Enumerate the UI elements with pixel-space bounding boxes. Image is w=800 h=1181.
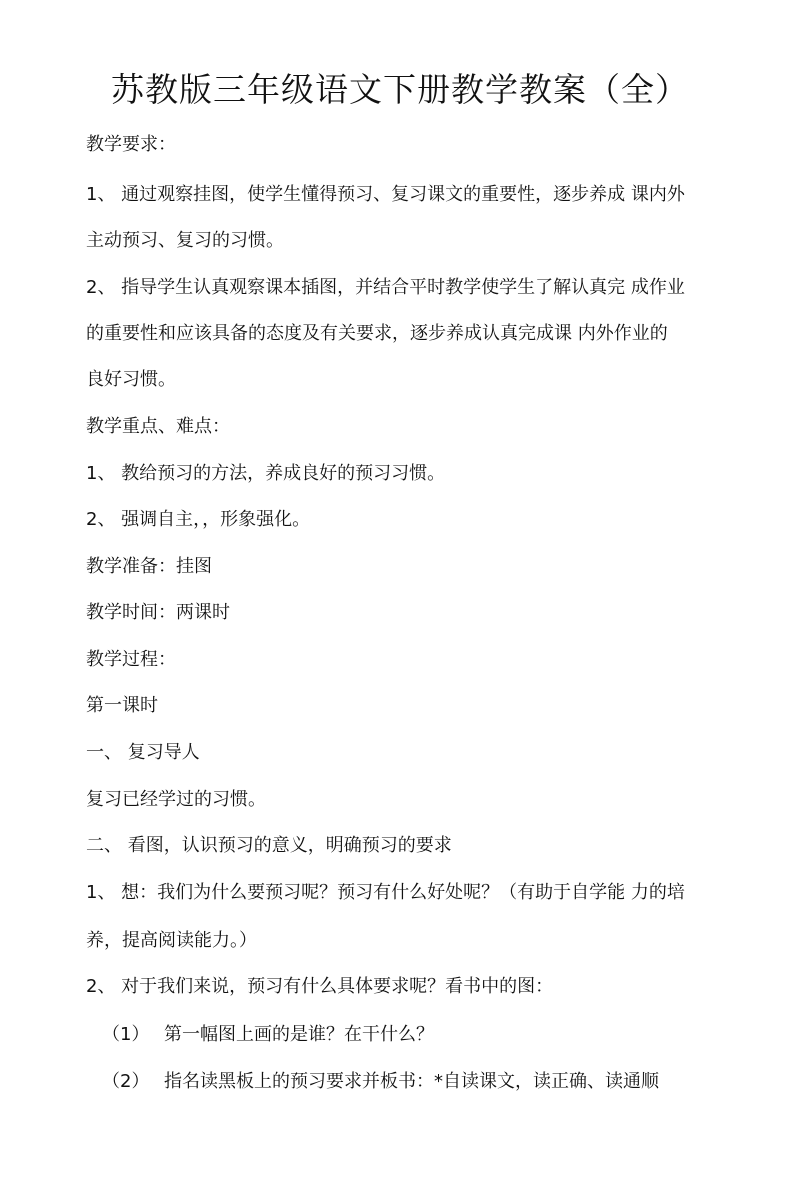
section-heading-process: 教学过程：	[86, 649, 176, 670]
paragraph-line: 1、 想：我们为什么要预习呢？预习有什么好处呢？（有助于自学能 力的培	[86, 882, 685, 903]
section-heading-requirements: 教学要求：	[86, 134, 176, 155]
list-item-number: （2）	[102, 1071, 150, 1092]
paragraph-line: 1、 教给预习的方法，养成良好的预习习惯。	[86, 463, 446, 484]
paragraph-line: 的重要性和应该具备的态度及有关要求，逐步养成认真完成课 内外作业的	[86, 323, 668, 344]
paragraph-line: 养，提高阅读能力。）	[86, 930, 257, 951]
list-item	[102, 1021, 434, 1049]
lesson-heading: 第一课时	[86, 695, 158, 716]
paragraph-line: 主动预习、复习的习惯。	[86, 230, 284, 251]
paragraph-line: 良好习惯。	[86, 369, 176, 390]
paragraph-line: 1、 通过观察挂图，使学生懂得预习、复习课文的重要性，逐步养成 课内外	[86, 184, 685, 205]
paragraph-line: 2、 对于我们来说，预习有什么具体要求呢？看书中的图：	[86, 976, 554, 997]
document-title: 苏教版三年级语文下册教学教案（全）	[111, 70, 689, 109]
paragraph-line: 2、 强调自主，，形象强化。	[86, 509, 311, 530]
list-item	[102, 1068, 659, 1096]
paragraph-line: 2、 指导学生认真观察课本插图，并结合平时教学使学生了解认真完 成作业	[86, 277, 685, 298]
list-item-number: （1）	[102, 1024, 150, 1045]
section-heading-time: 教学时间：两课时	[86, 602, 230, 623]
paragraph-line: 复习已经学过的习惯。	[86, 789, 266, 810]
section-heading-preparation: 教学准备：挂图	[86, 556, 212, 577]
list-item-text: 指名读黑板上的预习要求并板书：*自读课文，读正确、读通顺	[164, 1071, 659, 1092]
paragraph-line: 二、 看图，认识预习的意义，明确预习的要求	[86, 835, 452, 856]
section-heading-key-points: 教学重点、难点：	[86, 416, 230, 437]
paragraph-line: 一、 复习导人	[86, 742, 200, 763]
list-item-text: 第一幅图上画的是谁？在干什么？	[164, 1024, 434, 1045]
